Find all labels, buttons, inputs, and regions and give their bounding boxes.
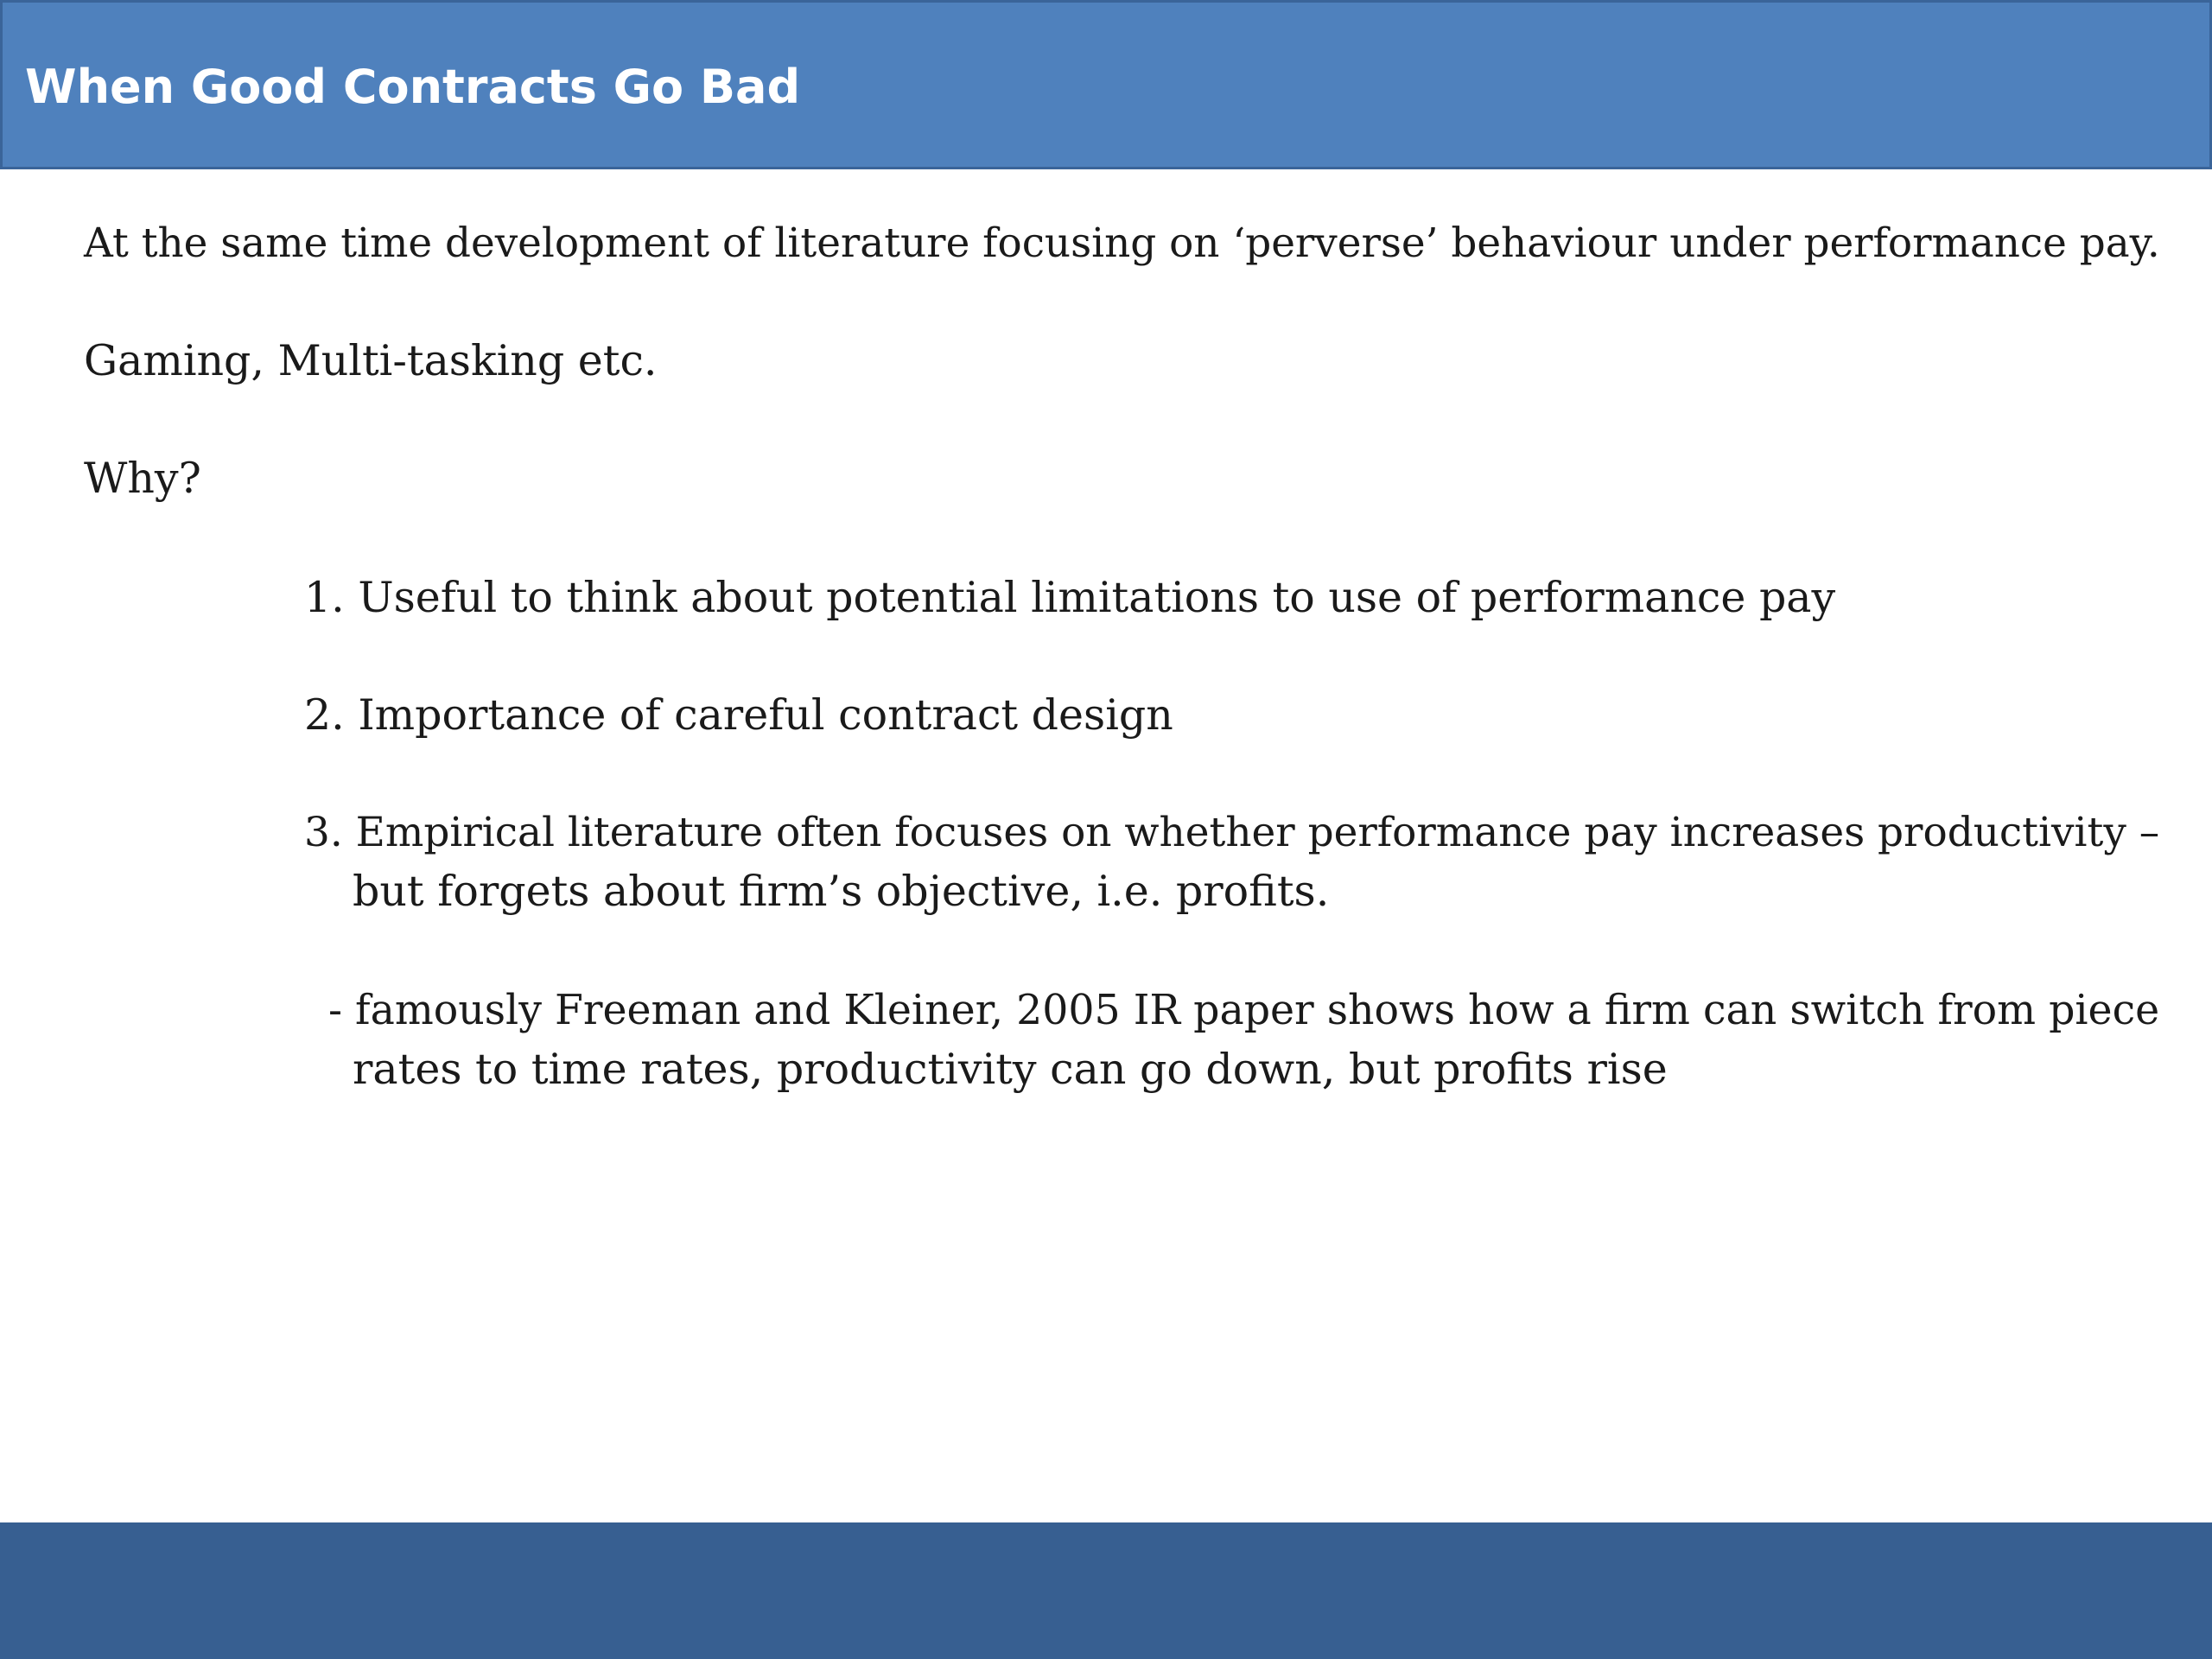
gaming-text: Gaming, Multi-tasking etc. [84,336,658,385]
point-3-line-2: but forgets about firm’s objective, i.e. profits. [353,867,1330,916]
point-3-line-1: 3. Empirical literature often focuses on whether performance pay increases productivity – [304,809,2160,856]
why-text: Why? [84,454,201,503]
footer-bar [0,1522,2212,1659]
slide-title: When Good Contracts Go Bad [25,60,801,114]
point-1: 1. Useful to think about potential limitations to use of performance pay [304,573,1836,622]
point-2: 2. Importance of careful contract design [304,690,1173,740]
title-bar [0,0,2212,169]
note-line-1: - famously Freeman and Kleiner, 2005 IR paper shows how a firm can switch from piece [328,987,2160,1034]
intro-text: At the same time development of literature focusing on ‘perverse’ behaviour under performance pay. [84,220,2160,267]
note-line-2: rates to time rates, productivity can go down, but profits rise [353,1045,1668,1094]
